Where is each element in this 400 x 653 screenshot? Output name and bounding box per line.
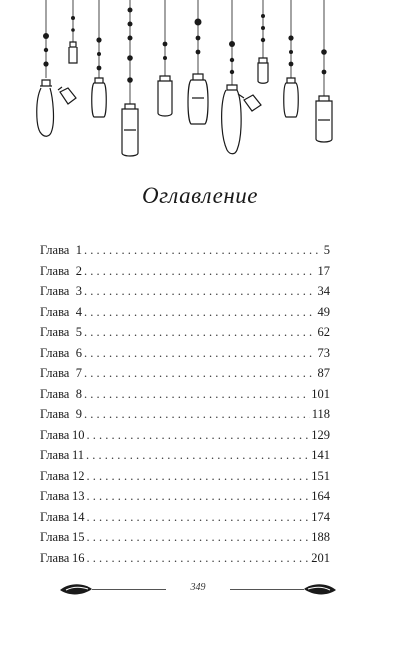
toc-entry-page: 17 — [317, 263, 330, 278]
toc-entry — [40, 240, 330, 261]
toc-entry-chapter — [40, 343, 82, 364]
chapter-number: 3 — [75, 284, 82, 298]
toc-entry-chapter — [40, 507, 85, 528]
chapter-number: 1 — [75, 243, 82, 257]
toc-entry — [40, 425, 330, 446]
chapter-label: Глава — [40, 550, 70, 565]
chapter-number: 6 — [75, 345, 82, 360]
dot-leader — [84, 261, 316, 282]
chapter-number: 5 — [75, 325, 82, 339]
toc-entry-page: 164 — [311, 489, 330, 503]
toc-entry-page: 87 — [317, 366, 330, 380]
toc-entry-page: 188 — [311, 530, 330, 544]
toc-entry-chapter — [40, 425, 85, 446]
toc-entry-page: 141 — [311, 448, 330, 462]
toc-entry-chapter — [40, 527, 85, 548]
dot-leader — [84, 363, 316, 384]
page-number: 349 — [190, 582, 206, 593]
toc-entry-chapter — [40, 486, 85, 507]
toc-entry — [40, 466, 330, 487]
chapter-label: Глава — [40, 448, 70, 462]
toc-entry-page: 5 — [323, 243, 330, 257]
chapter-number: 13 — [72, 489, 85, 503]
dot-leader — [84, 343, 316, 364]
chapter-label: Глава — [40, 325, 70, 339]
toc-entry-page: 101 — [311, 386, 330, 401]
chapter-label: Глава — [40, 345, 70, 360]
chapter-label: Глава — [40, 530, 70, 544]
chapter-number: 16 — [72, 550, 85, 565]
toc-entry — [40, 527, 330, 548]
right-flourish-ornament — [228, 580, 338, 600]
dot-leader — [87, 486, 310, 507]
toc-entry — [40, 261, 330, 282]
dot-leader — [84, 281, 316, 302]
toc-entry-chapter — [40, 302, 82, 323]
toc-entry-chapter — [40, 466, 85, 487]
toc-entry-chapter — [40, 281, 82, 302]
toc-entry-page: 49 — [317, 304, 330, 319]
chapter-number: 2 — [75, 263, 82, 278]
toc-entry — [40, 363, 330, 384]
toc-entry — [40, 343, 330, 364]
toc-list — [40, 240, 330, 568]
toc-entry-chapter — [40, 240, 82, 261]
dot-leader — [84, 384, 309, 405]
toc-entry-chapter — [40, 445, 84, 466]
hanging-bottles-illustration — [0, 0, 400, 165]
toc-entry — [40, 445, 330, 466]
chapter-number: 15 — [72, 530, 85, 544]
chapter-label: Глава — [40, 427, 70, 442]
chapter-number: 8 — [75, 386, 82, 401]
toc-entry-page: 201 — [311, 550, 330, 565]
chapter-number: 12 — [72, 468, 85, 483]
toc-entry-chapter — [40, 363, 82, 384]
dot-leader — [84, 240, 322, 261]
toc-entry-page: 151 — [311, 468, 330, 483]
toc-entry-page: 62 — [317, 325, 330, 339]
toc-entry-chapter — [40, 261, 82, 282]
toc-entry-page: 118 — [311, 407, 330, 421]
dot-leader — [87, 507, 310, 528]
dot-leader — [86, 445, 309, 466]
toc-entry — [40, 486, 330, 507]
toc-entry-chapter — [40, 404, 82, 425]
chapter-label: Глава — [40, 386, 70, 401]
toc-title: Оглавление — [141, 183, 258, 208]
chapter-number: 7 — [75, 366, 82, 380]
toc-entry-chapter — [40, 322, 82, 343]
toc-entry-page: 174 — [311, 509, 330, 524]
chapter-number: 11 — [72, 448, 85, 462]
dot-leader — [87, 425, 310, 446]
toc-entry — [40, 384, 330, 405]
toc-entry-page: 34 — [317, 284, 330, 298]
dot-leader — [87, 527, 310, 548]
dot-leader — [87, 548, 310, 569]
dot-leader — [87, 466, 310, 487]
chapter-number: 9 — [75, 407, 82, 421]
chapter-label: Глава — [40, 304, 70, 319]
toc-entry-page: 129 — [311, 427, 330, 442]
toc-entry — [40, 548, 330, 569]
toc-entry — [40, 322, 330, 343]
chapter-label: Глава — [40, 468, 70, 483]
toc-entry-page: 73 — [317, 345, 330, 360]
dot-leader — [84, 322, 316, 343]
toc-entry — [40, 507, 330, 528]
chapter-label: Глава — [40, 263, 70, 278]
chapter-number: 4 — [75, 304, 82, 319]
toc-entry — [40, 302, 330, 323]
chapter-label: Глава — [40, 509, 70, 524]
chapter-label: Глава — [40, 407, 70, 421]
chapter-number: 10 — [72, 427, 85, 442]
dot-leader — [84, 302, 316, 323]
chapter-label: Глава — [40, 366, 70, 380]
toc-entry-chapter — [40, 548, 85, 569]
page-footer — [58, 580, 338, 600]
chapter-label: Глава — [40, 284, 70, 298]
toc-entry — [40, 281, 330, 302]
toc-entry-chapter — [40, 384, 82, 405]
chapter-number: 14 — [72, 509, 85, 524]
chapter-label: Глава — [40, 489, 70, 503]
dot-leader — [84, 404, 310, 425]
chapter-label: Глава — [40, 243, 70, 257]
toc-entry — [40, 404, 330, 425]
